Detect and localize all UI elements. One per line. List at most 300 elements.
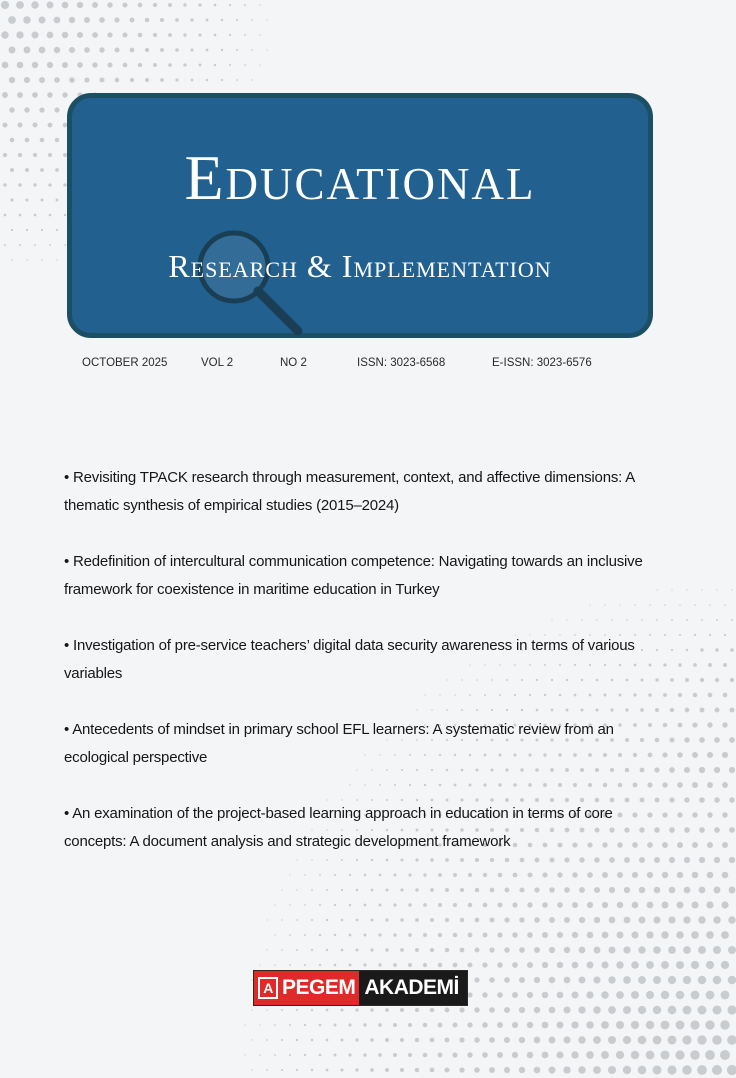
halftone-dot: [467, 962, 472, 967]
halftone-dot: [730, 678, 734, 682]
halftone-dot: [1, 31, 8, 38]
halftone-dot: [519, 887, 524, 892]
halftone-dot: [699, 767, 705, 773]
halftone-dot: [356, 889, 359, 892]
halftone-dot: [647, 902, 654, 909]
halftone-dot: [519, 917, 524, 922]
halftone-dot: [459, 1037, 464, 1042]
halftone-dot: [259, 4, 261, 6]
halftone-dot: [549, 1007, 556, 1014]
halftone-dot: [623, 976, 631, 984]
halftone-dot: [677, 782, 683, 788]
halftone-dot: [700, 708, 705, 713]
halftone-dot: [415, 918, 419, 922]
halftone-dot: [244, 34, 246, 36]
halftone-dot: [683, 976, 691, 984]
halftone-dot: [423, 933, 427, 937]
halftone-dot: [40, 138, 45, 143]
halftone-dot: [602, 902, 608, 908]
halftone-dot: [542, 902, 548, 908]
halftone-dot: [519, 947, 525, 953]
halftone-dot: [24, 77, 30, 83]
halftone-dot: [319, 934, 321, 936]
halftone-dot: [348, 1023, 351, 1026]
halftone-dot: [11, 259, 13, 261]
halftone-dot: [17, 122, 22, 127]
halftone-dot: [289, 904, 291, 906]
halftone-dot: [31, 31, 38, 38]
halftone-dot: [9, 77, 15, 83]
halftone-dot: [289, 964, 291, 966]
halftone-dot: [549, 917, 555, 923]
halftone-dot: [593, 976, 600, 983]
halftone-dot: [729, 767, 735, 773]
halftone-dot: [54, 17, 61, 24]
halftone-dot: [370, 918, 373, 921]
halftone-dot: [289, 1054, 291, 1056]
halftone-dot: [572, 962, 579, 969]
halftone-dot: [668, 1006, 677, 1015]
halftone-dot: [385, 918, 388, 921]
halftone-dot: [311, 889, 313, 891]
halftone-dot: [489, 947, 494, 952]
halftone-dot: [198, 33, 201, 36]
halftone-dot: [371, 889, 374, 892]
halftone-dot: [527, 902, 532, 907]
halftone-dot: [661, 931, 668, 938]
halftone-dot: [684, 857, 690, 863]
halftone-dot: [712, 1035, 722, 1045]
halftone-dot: [722, 872, 729, 879]
halftone-dot: [319, 904, 321, 906]
halftone-dot: [707, 752, 713, 758]
halftone-dot: [393, 963, 397, 967]
halftone-dot: [34, 214, 37, 217]
halftone-dot: [370, 1008, 374, 1012]
halftone-dot: [341, 919, 344, 922]
halftone-dot: [690, 1020, 699, 1029]
halftone-dot: [694, 634, 696, 636]
halftone-dot: [251, 1009, 252, 1010]
halftone-dot: [460, 888, 464, 892]
halftone-dot: [489, 977, 495, 983]
halftone-dot: [221, 79, 223, 81]
halftone-dot: [624, 887, 630, 893]
halftone-dot: [631, 991, 639, 999]
halftone-dot: [646, 1021, 655, 1030]
halftone-dot: [557, 992, 564, 999]
halftone-dot: [663, 723, 668, 728]
halftone-dot: [92, 62, 97, 67]
halftone-dot: [715, 678, 719, 682]
halftone-dot: [474, 1067, 480, 1073]
halftone-dot: [482, 992, 488, 998]
halftone-dot: [693, 663, 697, 667]
halftone-dot: [467, 1052, 472, 1057]
halftone-dot: [41, 229, 43, 231]
halftone-dot: [698, 976, 706, 984]
halftone-dot: [671, 619, 673, 621]
halftone-dot: [504, 977, 510, 983]
halftone-dot: [77, 32, 83, 38]
halftone-dot: [251, 49, 253, 51]
issue-number: NO 2: [280, 357, 307, 369]
halftone-dot: [77, 2, 83, 8]
halftone-dot: [527, 962, 533, 968]
halftone-dot: [482, 1052, 488, 1058]
halftone-dot: [363, 933, 366, 936]
halftone-dot: [334, 904, 336, 906]
publisher-name-black: AKADEMİ: [364, 976, 459, 999]
halftone-dot: [686, 589, 687, 590]
halftone-dot: [393, 1023, 397, 1027]
halftone-dot: [69, 17, 75, 23]
halftone-dot: [587, 902, 593, 908]
halftone-dot: [497, 1022, 503, 1028]
halftone-dot: [349, 904, 352, 907]
halftone-dot: [668, 946, 676, 954]
halftone-dot: [304, 964, 306, 966]
halftone-dot: [274, 904, 275, 905]
halftone-dot: [17, 62, 24, 69]
halftone-dot: [631, 931, 638, 938]
halftone-dot: [572, 902, 578, 908]
halftone-dot: [534, 947, 540, 953]
halftone-dot: [727, 1005, 736, 1014]
halftone-dot: [25, 168, 29, 172]
halftone-dot: [378, 903, 381, 906]
halftone-dot: [557, 962, 564, 969]
halftone-dot: [692, 872, 699, 879]
issue-volume: VOL 2: [201, 357, 234, 369]
halftone-dot: [266, 919, 267, 920]
halftone-dot: [259, 34, 261, 36]
halftone-dot: [400, 948, 404, 952]
halftone-dot: [653, 976, 661, 984]
halftone-dot: [700, 678, 704, 682]
halftone-dot: [34, 244, 36, 246]
halftone-dot: [706, 961, 714, 969]
halftone-dot: [114, 17, 119, 22]
halftone-dot: [729, 707, 734, 712]
halftone-dot: [445, 888, 449, 892]
halftone-dot: [10, 138, 15, 143]
halftone-dot: [62, 62, 68, 68]
halftone-dot: [326, 1069, 329, 1072]
halftone-dot: [408, 963, 412, 967]
halftone-dot: [32, 62, 38, 68]
halftone-dot: [549, 947, 555, 953]
halftone-dot: [438, 903, 442, 907]
halftone-dot: [542, 992, 549, 999]
halftone-dot: [266, 949, 267, 950]
halftone-dot: [490, 918, 495, 923]
halftone-dot: [334, 964, 337, 967]
halftone-dot: [69, 47, 75, 53]
halftone-dot: [266, 49, 267, 50]
halftone-dot: [504, 917, 509, 922]
halftone-dot: [168, 33, 172, 37]
halftone-dot: [16, 31, 23, 38]
halftone-dot: [467, 1022, 472, 1027]
halftone-dot: [198, 3, 201, 6]
halftone-dot: [601, 991, 609, 999]
halftone-dot: [430, 1038, 435, 1043]
halftone-dot: [123, 33, 128, 38]
halftone-dot: [646, 931, 653, 938]
halftone-dot: [114, 47, 119, 52]
halftone-dot: [17, 92, 23, 98]
halftone-dot: [497, 962, 503, 968]
halftone-dot: [534, 917, 540, 923]
halftone-dot: [698, 1006, 707, 1015]
halftone-dot: [653, 1036, 662, 1045]
halftone-dot: [729, 797, 735, 803]
halftone-dot: [311, 949, 313, 951]
halftone-dot: [92, 2, 98, 8]
halftone-dot: [289, 934, 291, 936]
halftone-dot: [594, 947, 601, 954]
halftone-dot: [587, 962, 594, 969]
halftone-dot: [564, 977, 571, 984]
halftone-dot: [296, 889, 298, 891]
halftone-dot: [408, 1053, 412, 1057]
halftone-dot: [236, 19, 238, 21]
halftone-dot: [145, 48, 149, 52]
halftone-dot: [623, 1006, 631, 1014]
halftone-dot: [378, 1023, 382, 1027]
halftone-dot: [656, 649, 658, 651]
halftone-dot: [683, 916, 690, 923]
halftone-dot: [698, 946, 706, 954]
halftone-dot: [334, 1024, 337, 1027]
halftone-dot: [700, 648, 704, 652]
halftone-dot: [631, 1051, 639, 1059]
halftone-dot: [549, 1037, 556, 1044]
halftone-dot: [145, 18, 150, 23]
halftone-dot: [694, 604, 696, 606]
halftone-dot: [497, 992, 503, 998]
halftone-dot: [527, 932, 533, 938]
halftone-dot: [714, 767, 720, 773]
halftone-dot: [616, 1051, 624, 1059]
halftone-dot: [712, 1005, 721, 1014]
halftone-dot: [706, 991, 715, 1000]
halftone-dot: [444, 1067, 449, 1072]
halftone-dot: [699, 887, 706, 894]
halftone-dot: [490, 888, 495, 893]
halftone-dot: [663, 663, 666, 666]
halftone-dot: [617, 902, 624, 909]
halftone-dot: [623, 1066, 631, 1074]
issue-info-row: [0, 357, 736, 373]
halftone-dot: [617, 932, 624, 939]
halftone-dot: [1, 1, 9, 9]
halftone-dot: [676, 1021, 685, 1030]
halftone-dot: [175, 18, 179, 22]
halftone-dot: [47, 92, 53, 98]
halftone-dot: [251, 1039, 252, 1040]
halftone-dot: [691, 931, 699, 939]
halftone-dot: [408, 903, 412, 907]
halftone-dot: [47, 32, 54, 39]
halftone-dot: [670, 738, 675, 743]
halftone-dot: [430, 888, 434, 892]
halftone-dot: [11, 229, 13, 231]
halftone-dot: [662, 872, 668, 878]
halftone-dot: [729, 827, 735, 833]
halftone-dot: [8, 46, 15, 53]
halftone-dot: [393, 1053, 397, 1057]
halftone-dot: [648, 723, 652, 727]
halftone-dot: [183, 63, 186, 66]
halftone-dot: [512, 1022, 518, 1028]
halftone-dot: [99, 17, 105, 23]
halftone-dot: [122, 2, 127, 7]
halftone-dot: [39, 77, 45, 83]
halftone-dot: [699, 857, 705, 863]
halftone-dot: [653, 1066, 662, 1075]
halftone-dot: [393, 933, 397, 937]
halftone-dot: [385, 1068, 389, 1072]
halftone-dot: [723, 693, 728, 698]
halftone-dot: [608, 1066, 616, 1074]
halftone-dot: [542, 1052, 549, 1059]
halftone-dot: [676, 931, 684, 939]
halftone-dot: [24, 47, 31, 54]
halftone-dot: [168, 63, 172, 67]
halftone-dot: [578, 976, 585, 983]
halftone-dot: [26, 259, 28, 261]
halftone-dot: [4, 214, 7, 217]
halftone-dot: [684, 827, 690, 833]
halftone-dot: [549, 977, 556, 984]
halftone-dot: [423, 1053, 428, 1058]
halftone-dot: [160, 18, 164, 22]
halftone-dot: [296, 919, 298, 921]
halftone-dot: [326, 1039, 329, 1042]
halftone-dot: [728, 916, 735, 923]
halftone-dot: [115, 78, 120, 83]
halftone-dot: [259, 1054, 261, 1056]
halftone-dot: [682, 1065, 691, 1074]
halftone-dot: [138, 33, 143, 38]
halftone-dot: [542, 962, 548, 968]
halftone-dot: [708, 693, 713, 698]
halftone-dot: [668, 916, 675, 923]
halftone-dot: [26, 229, 28, 231]
halftone-dot: [609, 917, 616, 924]
halftone-dot: [727, 1065, 736, 1075]
halftone-dot: [16, 1, 24, 9]
halftone-dot: [296, 949, 298, 951]
halftone-dot: [662, 782, 667, 787]
halftone-dot: [578, 1066, 586, 1074]
halftone-dot: [460, 918, 465, 923]
halftone-dot: [33, 183, 36, 186]
halftone-dot: [355, 1068, 358, 1071]
halftone-dot: [438, 1053, 443, 1058]
article-title: • An examination of the project-based learning approach in education in terms of core concepts: A document analysis and strategic development framework: [64, 805, 613, 850]
halftone-dot: [716, 619, 718, 621]
halftone-dot: [497, 1052, 503, 1058]
halftone-dot: [707, 842, 713, 848]
halftone-dot: [55, 138, 59, 142]
halftone-dot: [712, 1065, 722, 1075]
halftone-dot: [64, 244, 66, 246]
halftone-dot: [363, 1053, 367, 1057]
halftone-dot: [415, 1068, 419, 1072]
halftone-dot: [370, 1038, 374, 1042]
halftone-dot: [707, 722, 712, 727]
halftone-dot: [56, 229, 58, 231]
halftone-dot: [40, 168, 44, 172]
halftone-dot: [319, 1054, 322, 1057]
halftone-dot: [678, 693, 682, 697]
halftone-dot: [445, 1008, 450, 1013]
halftone-dot: [378, 963, 381, 966]
halftone-dot: [304, 1054, 306, 1056]
halftone-dot: [18, 183, 22, 187]
halftone-dot: [686, 619, 688, 621]
halftone-dot: [415, 888, 419, 892]
halftone-dot: [563, 1036, 570, 1043]
halftone-dot: [594, 917, 601, 924]
halftone-dot: [663, 693, 667, 697]
halftone-dot: [556, 1051, 563, 1058]
halftone-dot: [311, 1069, 314, 1072]
halftone-dot: [571, 1051, 578, 1058]
halftone-dot: [638, 946, 645, 953]
halftone-dot: [671, 589, 672, 590]
halftone-dot: [721, 991, 730, 1000]
halftone-dot: [138, 3, 143, 8]
halftone-dot: [653, 1006, 661, 1014]
halftone-dot: [341, 889, 343, 891]
halftone-dot: [504, 1067, 510, 1073]
halftone-dot: [123, 63, 128, 68]
halftone-dot: [77, 62, 83, 68]
halftone-dot: [662, 752, 667, 757]
halftone-dot: [482, 1022, 488, 1028]
halftone-dot: [686, 649, 688, 651]
halftone-dot: [692, 752, 698, 758]
halftone-dot: [731, 589, 732, 590]
halftone-dot: [415, 948, 419, 952]
halftone-dot: [654, 857, 660, 863]
halftone-dot: [692, 842, 698, 848]
halftone-dot: [534, 1007, 541, 1014]
halftone-dot: [722, 782, 728, 788]
halftone-dot: [334, 934, 337, 937]
halftone-dot: [705, 1020, 714, 1029]
halftone-dot: [534, 1067, 541, 1074]
halftone-dot: [244, 4, 246, 6]
halftone-dot: [229, 4, 231, 6]
halftone-dot: [701, 589, 702, 590]
halftone-dot: [385, 888, 388, 891]
halftone-dot: [244, 1054, 245, 1055]
halftone-dot: [647, 782, 652, 787]
halftone-dot: [214, 64, 217, 67]
journal-title-banner: [67, 93, 653, 338]
halftone-dot: [593, 1006, 601, 1014]
halftone-dot: [679, 634, 681, 636]
halftone-dot: [721, 901, 728, 908]
halftone-dot: [676, 901, 683, 908]
halftone-dot: [579, 917, 585, 923]
halftone-dot: [304, 934, 306, 936]
